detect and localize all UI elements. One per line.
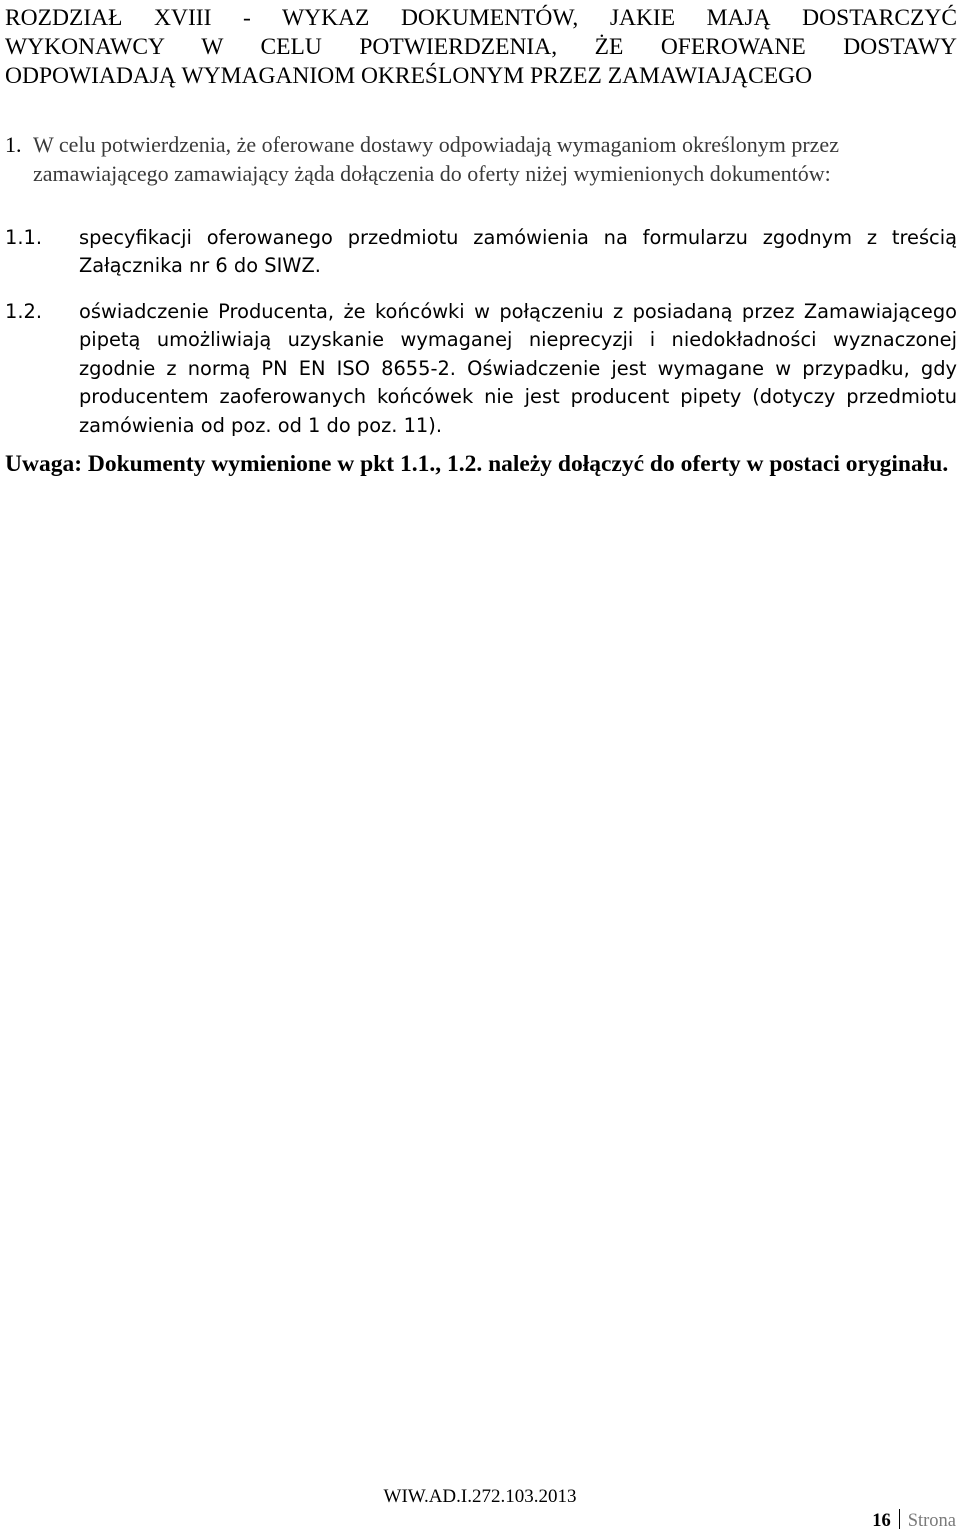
heading-line-3: ODPOWIADAJĄ WYMAGANIOM OKREŚLONYM PRZEZ ZAMAWIAJĄCEGO: [5, 63, 813, 89]
chapter-heading: [5, 4, 957, 91]
item-text: W celu potwierdzenia, że oferowane dostawy odpowiadają wymaganiom określonym przez zamawiającego zamawiający żąda dołączenia do oferty niżej wymienionych dokumentów:: [33, 132, 839, 186]
note-paragraph: Uwaga: Dokumenty wymienione w pkt 1.1., 1.2. należy dołączyć do oferty w postaci oryginału.: [5, 451, 949, 477]
subitem-text: specyfikacji oferowanego przedmiotu zamówienia na formularzu zgodnym z treścią Załącznika nr 6 do SIWZ.: [79, 226, 957, 278]
subitem-number: 1.1.: [5, 226, 43, 249]
document-reference: WIW.AD.I.272.103.2013: [383, 1486, 577, 1507]
page-label: Strona: [907, 1511, 956, 1531]
item-number: 1.: [5, 132, 22, 157]
page-number-footer: [872, 1509, 956, 1533]
heading-line-2: WYKONAWCY W CELU POTWIERDZENIA, ŻE OFEROWANE DOSTAWY: [5, 34, 957, 60]
heading-line-1: ROZDZIAŁ XVIII - WYKAZ DOKUMENTÓW, JAKIE MAJĄ DOSTARCZYĆ: [5, 5, 957, 31]
subitem-number: 1.2.: [5, 300, 43, 323]
page-number-divider: [899, 1509, 900, 1529]
section-item-1: [5, 130, 935, 186]
subitem-1-1: [5, 224, 957, 281]
subitem-text: oświadczenie Producenta, że końcówki w połączeniu z posiadaną przez Zamawiającego pipetą umożliwiają uzyskanie wymaganej nieprecyzji i niedokładności wyznaczonej zgodnie z normą PN EN ISO 8655-2. Oświadczenie jest wymagane w przypadku, gdy producentem zaoferowanych końcówek nie jest producent pipety (dotyczy przedmiotu zamówienia od poz. od 1 do poz. 11).: [79, 300, 957, 437]
page-number: 16: [872, 1511, 891, 1531]
subitem-1-2: [5, 298, 957, 440]
